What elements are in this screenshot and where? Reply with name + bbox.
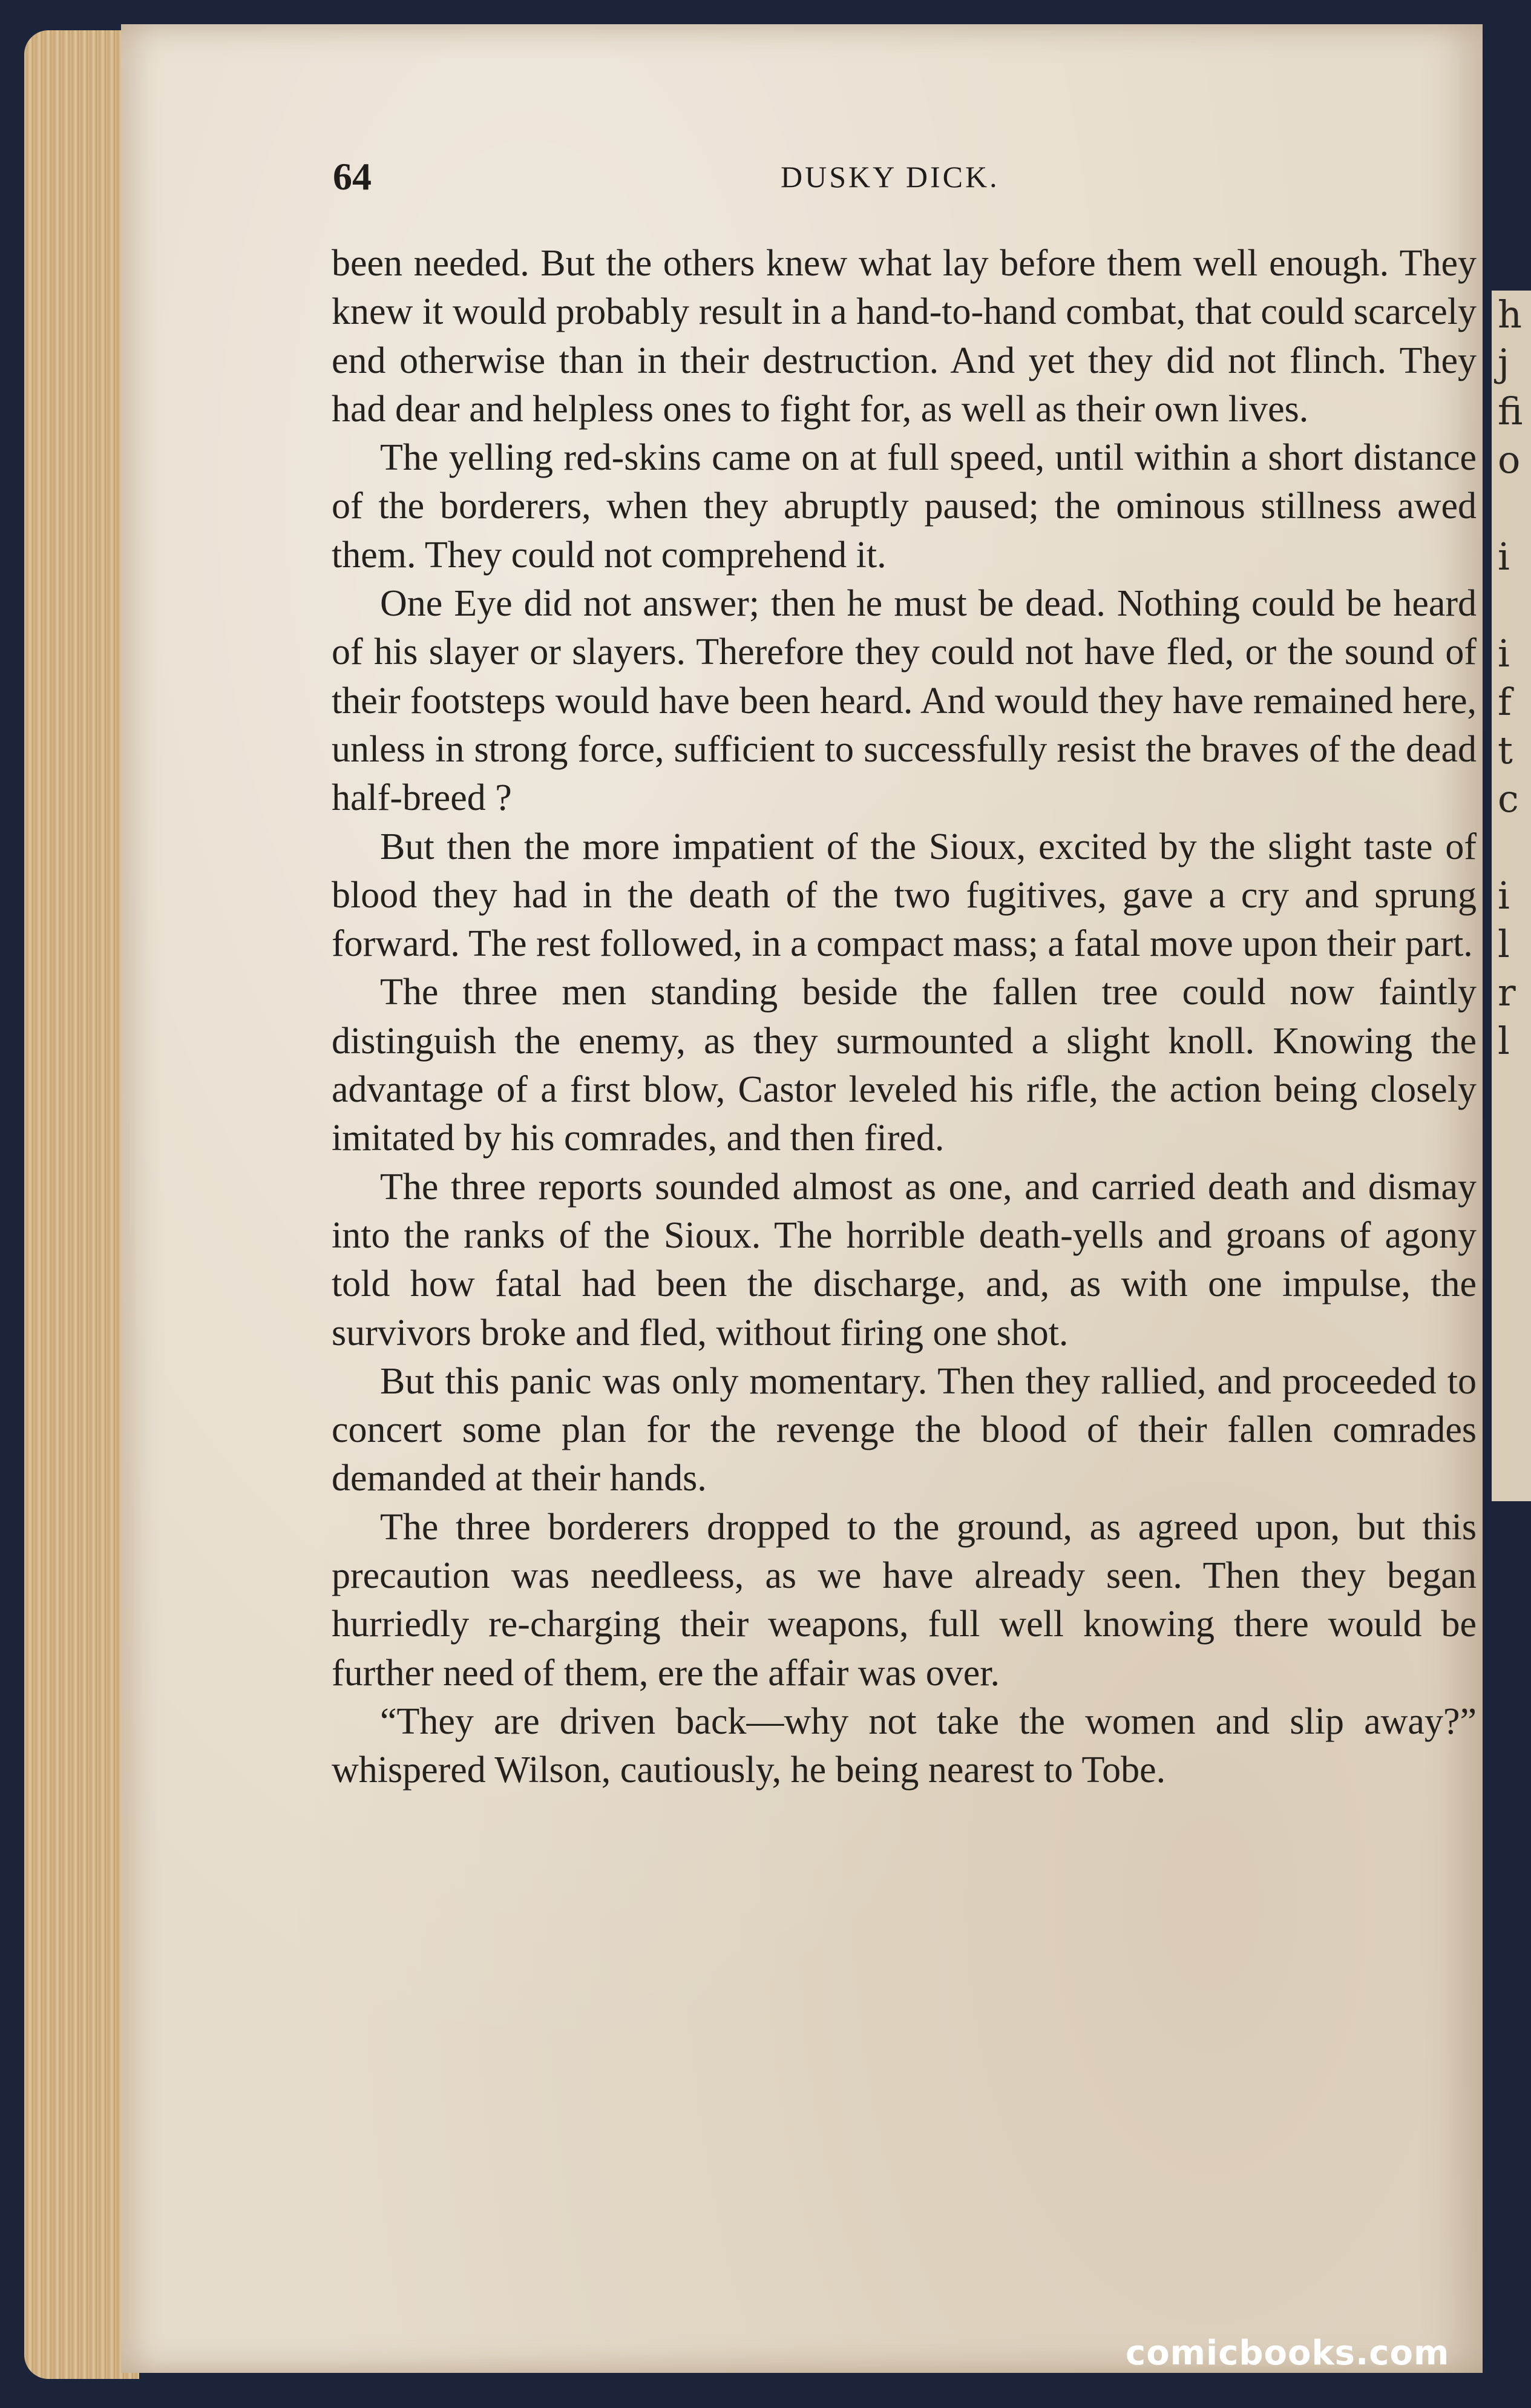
body-text <box>332 239 1477 1795</box>
paragraph: The three borderers dropped to the ground, as agreed upon, but this precaution was needleess, as we have already seen. Then they began hurriedly re-charging their weapons, full well knowing there would be further need of them, ere the affair was over. <box>332 1506 1477 1694</box>
next-page-fragment: l <box>1498 922 1510 966</box>
watermark-logo: comicbooks.com <box>1126 2334 1450 2373</box>
paragraph: One Eye did not answer; then he must be dead. Nothing could be heard of his slayer or slayers. Therefore they could not have fled, or the sound of their footsteps would have been heard. And would they have remained here, unless in strong force, sufficient to successfully resist the braves of the dead half-breed ? <box>332 583 1477 819</box>
next-page-fragment: l <box>1498 1019 1510 1063</box>
next-page-fragment: i <box>1498 873 1510 918</box>
next-page-fragment: j <box>1498 341 1510 385</box>
next-page-edge <box>1492 291 1531 1501</box>
next-page-fragment: f <box>1498 680 1512 724</box>
next-page-fragment: t <box>1498 728 1513 772</box>
paragraph: The three men standing beside the fallen tree could now faintly distinguish the enemy, as they surmounted a slight knoll. Knowing the advantage of a first blow, Castor leveled his rifle, the action being closely imitated by his comrades, and then fired. <box>332 972 1477 1159</box>
book-title: DUSKY DICK. <box>781 160 1000 194</box>
next-page-fragment: i <box>1498 535 1510 579</box>
running-head <box>333 154 1483 203</box>
next-page-fragment: o <box>1498 438 1521 482</box>
paragraph: “They are driven back—why not take the women and slip away?” whispered Wilson, cautiously, he being nearest to Tobe. <box>332 1700 1477 1791</box>
next-page-fragment <box>1498 823 1531 872</box>
paragraph: The yelling red-skins came on at full speed, until within a short distance of the borderers, when they abruptly paused; the ominous stillness awed them. They could not comprehend it. <box>332 437 1477 576</box>
next-page-fragment <box>1498 581 1531 630</box>
paragraph: But this panic was only momentary. Then they rallied, and proceeded to concert some plan for the revenge the blood of their fallen comrades demanded at their hands. <box>332 1360 1477 1499</box>
paragraph: been needed. But the others knew what lay before them well enough. They knew it would probably result in a hand-to-hand combat, that could scarcely end otherwise than in their destruction. And yet they did not flinch. They had dear and helpless ones to fight for, as well as their own lives. <box>332 243 1477 430</box>
page-number: 64 <box>333 155 372 198</box>
next-page-fragment: i <box>1498 631 1510 676</box>
paragraph: The three reports sounded almost as one, and carried death and dismay into the ranks of the Sioux. The horrible death-yells and groans of agony told how fatal had been the discharge, and, as with one impulse, the survivors broke and fled, without firing one shot. <box>332 1166 1477 1354</box>
next-page-fragment <box>1498 484 1531 533</box>
next-page-fragment: fi <box>1498 389 1523 433</box>
next-page-fragment: r <box>1498 970 1516 1015</box>
next-page-fragment: c <box>1498 777 1519 821</box>
paragraph: But then the more impatient of the Sioux, excited by the slight taste of blood they had in the death of the two fugitives, gave a cry and sprung forward. The rest followed, in a compact mass; a fatal move upon their part. <box>332 826 1477 965</box>
next-page-fragment: h <box>1498 292 1522 337</box>
